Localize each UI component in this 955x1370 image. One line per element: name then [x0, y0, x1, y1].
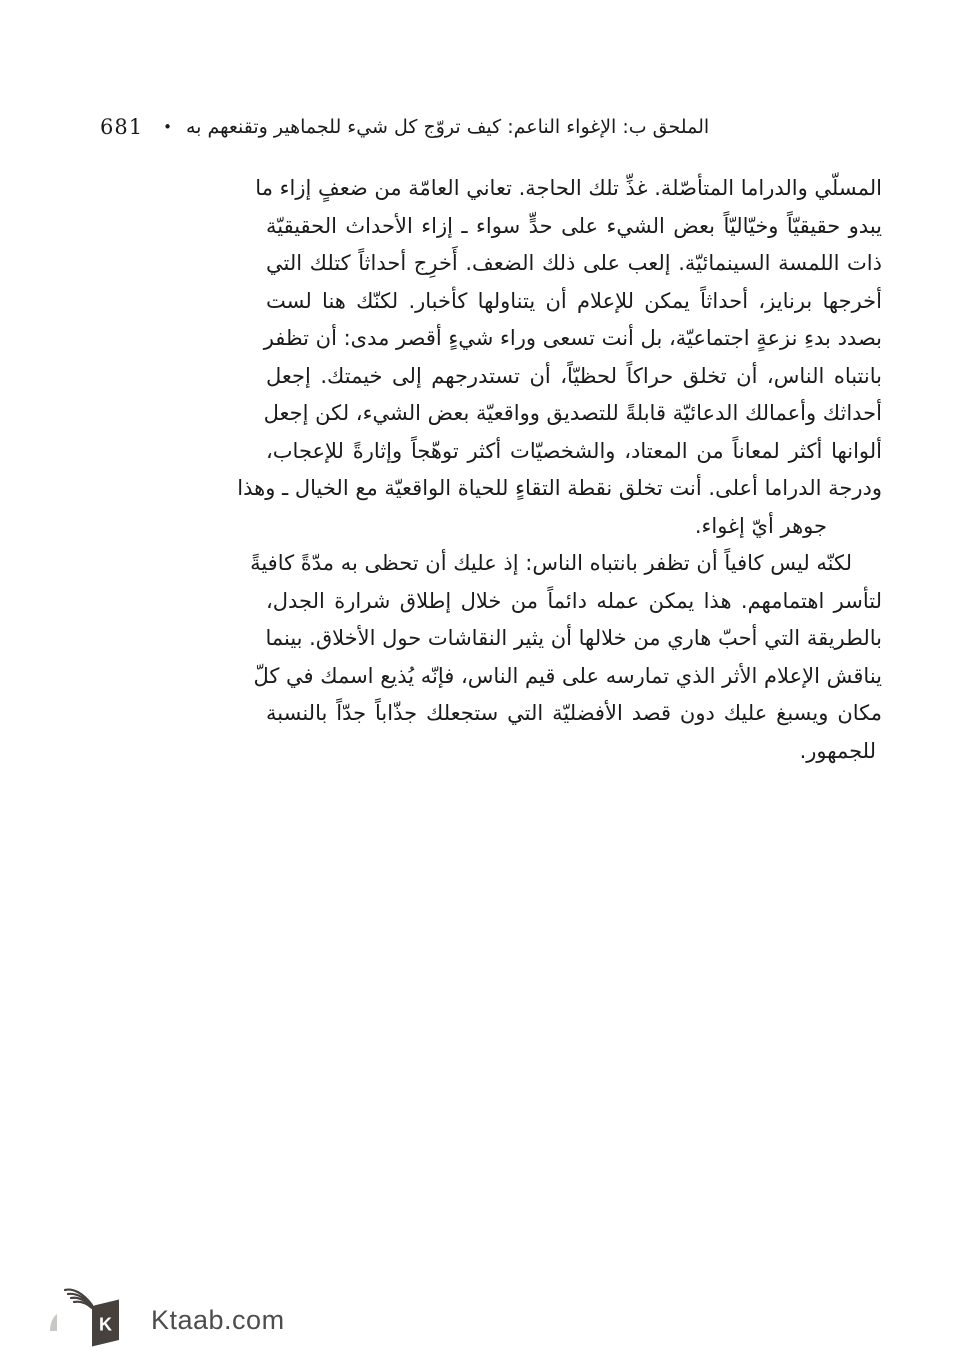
ktaab-book-icon — [46, 1282, 138, 1358]
text-line: أخرجها برنايز، أحداثاً يمكن للإعلام أن يتناولها كأخبار. لكنّك هنا لست — [266, 288, 882, 313]
chapter-running-title: الملحق ب: الإغواء الناعم: كيف تروّج كل شيء للجماهير وتقنعهم به — [185, 116, 710, 138]
text-line: بانتباه الناس، أن تخلق حراكاً لحظيّاً، أن تستدرجهم إلى خيمتك. إجعل — [266, 363, 882, 388]
text-line: جوهر أيّ إغواء. — [694, 513, 827, 538]
book-left-page-shape — [50, 1314, 57, 1331]
text-line: يناقش الإعلام الأثر الذي تمارسه على قيم الناس، فإنّه يُذيع اسمك في كلّ — [253, 663, 882, 688]
text-line: مكان ويسبغ عليك دون قصد الأفضليّة التي ستجعلك جذّاباً جدّاً بالنسبة — [266, 701, 882, 725]
paragraph-2 — [250, 545, 882, 770]
bullet-separator-icon: • — [163, 118, 172, 136]
ktaab-brand-text: Ktaab.com — [151, 1304, 285, 1335]
text-line: يبدو حقيقيّاً وخيّاليّاً بعض الشيء على حدٍّ سواء ـ إزاء الأحداث الحقيقيّة — [266, 213, 882, 238]
running-header — [100, 106, 710, 148]
page-number: 681 — [100, 115, 144, 139]
text-line: أحداثك وأعمالك الدعائيّة قابلةً للتصديق وواقعيّة بعض الشيء، لكن إجعل — [263, 401, 882, 425]
text-line: ودرجة الدراما أعلى. أنت تخلق نقطة التقاءٍ للحياة الواقعيّة مع الخيال ـ وهذا — [237, 476, 882, 500]
ktaab-k-letter: K — [99, 1314, 112, 1335]
text-line: لتأسر اهتمامهم. هذا يمكن عمله دائماً من خلال إطلاق شرارة الجدل، — [266, 588, 882, 613]
text-line: المسلّي والدراما المتأصّلة. غذِّ تلك الحاجة. تعاني العامّة من ضعفٍ إزاء ما — [255, 176, 882, 200]
text-line: ألوانها أكثر لمعاناً من المعتاد، والشخصيّات أكثر توهّجاً وإثارةً للإعجاب، — [266, 438, 882, 463]
text-line: لكنّه ليس كافياً أن تظفر بانتباه الناس: إذ عليك أن تحظى به مدّةً كافيةً — [250, 551, 852, 575]
text-line: ذات اللمسة السينمائيّة. إلعب على ذلك الضعف. أَخرِج أحداثاً كتلك التي — [266, 251, 882, 275]
ktaab-watermark — [46, 1281, 285, 1359]
text-line: بالطريقة التي أحبّ هاري من خلالها أن يثير النقاشات حول الأخلاق. بينما — [265, 626, 882, 650]
text-line: بصدد بدءِ نزعةٍ اجتماعيّة، بل أنت تسعى وراء شيءٍ أقصر مدى: أن تظفر — [263, 326, 882, 350]
text-line: للجمهور. — [799, 738, 876, 763]
body-text — [237, 170, 882, 770]
page-flutter-lines — [65, 1290, 92, 1308]
paragraph-1 — [237, 170, 882, 545]
